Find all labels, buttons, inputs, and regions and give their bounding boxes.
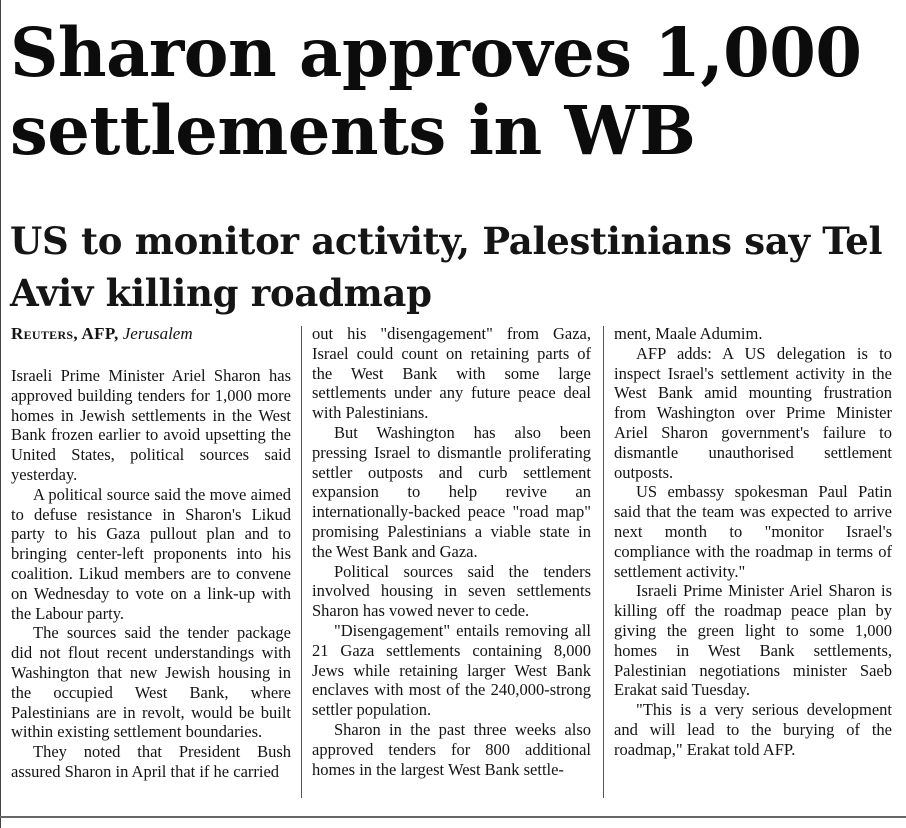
paragraph: ment, Maale Adumim. (614, 324, 763, 343)
paragraph: AFP adds: A US delegation is to inspect Israel's settlement activity in the West Bank amid mounting frustration from Washington over Prime Minister Ariel Sharon government's failure to dismantle unauthorised settlement outposts. (614, 343, 892, 482)
paragraph: They noted that President Bush assured Sharon in April that if he carried (11, 742, 291, 781)
byline-agency: Reuters, AFP, (11, 324, 119, 343)
subheadline: US to monitor activity, Palestinians say Tel Aviv killing roadmap (10, 219, 883, 315)
column-divider (603, 326, 604, 798)
paragraph: Israeli Prime Minister Ariel Sharon has approved building tenders for 1,000 more homes in Jewish settlements in the West Bank frozen earlier to avoid upsetting the United States, political sources said yesterday. (11, 366, 291, 484)
paragraph: The sources said the tender package did not flout recent understandings with Washington that new Jewish housing in the occupied West Bank, where Palestinians are in revolt, would be built within existing settlement boundaries. (11, 623, 291, 742)
paragraph: US embassy spokesman Paul Patin said that the team was expected to arrive next month to "monitor Israel's compliance with the roadmap in terms of settlement activity." (614, 482, 892, 581)
article-column-3 (614, 324, 892, 760)
headline: Sharon approves 1,000 settlements in WB (10, 13, 862, 170)
paragraph: "Disengagement" entails removing all 21 Gaza settlements containing 8,000 Jews while retaining larger West Bank enclaves with most of the 240,000-strong settler population. (312, 620, 591, 720)
article-column-1 (11, 324, 291, 782)
paragraph: Sharon in the past three weeks also approved tenders for 800 additional homes in the largest West Bank settle- (312, 719, 591, 779)
byline (11, 324, 291, 344)
paragraph: But Washington has also been pressing Israel to dismantle proliferating settler outposts and curb settlement expansion to help revive an internationally-backed peace "road map" promising Palestinians a viable state in the West Bank and Gaza. (312, 422, 591, 561)
column-divider (301, 326, 302, 798)
paragraph: out his "disengagement" from Gaza, Israel could count on retaining parts of the West Bank with some large settlements under any future peace deal with Palestinians. (312, 324, 591, 423)
paragraph: "This is a very serious development and will lead to the burying of the roadmap," Erakat told AFP. (614, 700, 892, 759)
paragraph: Political sources said the tenders involved housing in seven settlements Sharon has vowed never to cede. (312, 561, 591, 621)
byline-place: Jerusalem (122, 324, 193, 343)
paragraph: A political source said the move aimed to defuse resistance in Sharon's Likud party to his Gaza pullout plan and to bringing center-left proponents into his coalition. Likud members are to convene on Wednesday to vote on a link-up with the Labour party. (11, 484, 291, 623)
article-column-2 (312, 324, 591, 779)
bottom-rule (0, 816, 906, 818)
paragraph: Israeli Prime Minister Ariel Sharon is killing off the roadmap peace plan by giving the green light to some 1,000 homes in West Bank settlements, Palestinian negotiations minister Saeb Erakat said Tuesday. (614, 581, 892, 700)
